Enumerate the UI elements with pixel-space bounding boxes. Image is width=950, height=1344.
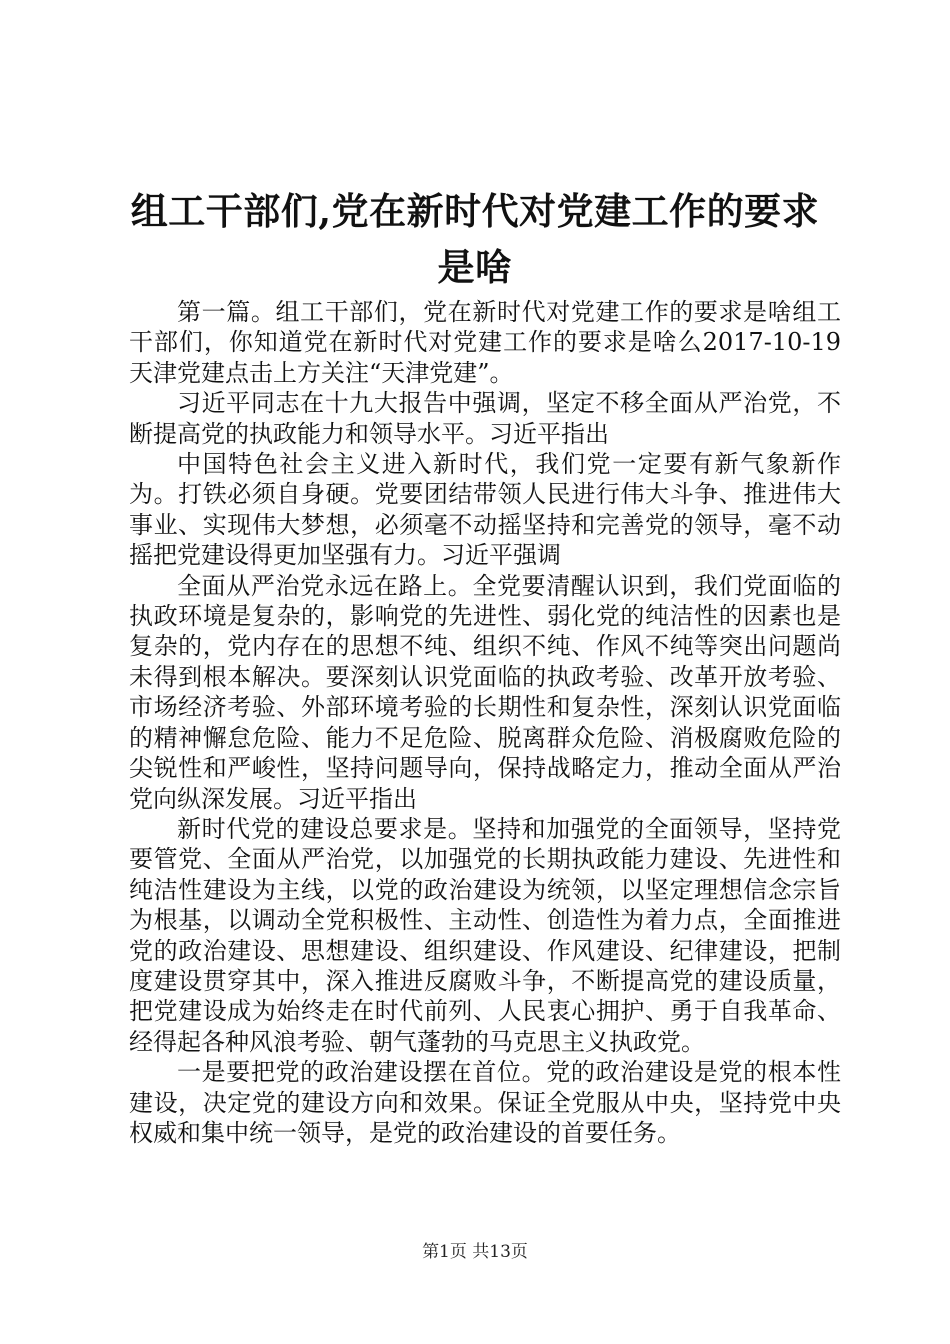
- paragraph-3: 中国特色社会主义进入新时代，我们党一定要有新气象新作为。打铁必须自身硬。党要团结带领人民进行伟大斗争、推进伟大事业、实现伟大梦想，必须毫不动摇坚持和完善党的领导，毫不动摇把党建设得更加坚强有力。习近平强调: [129, 450, 841, 570]
- paragraph-1: 第一篇。组工干部们，党在新时代对党建工作的要求是啥组工干部们，你知道党在新时代对党建工作的要求是啥么2017-10-19天津党建点击上方关注“天津党建”。: [129, 298, 841, 387]
- paragraph-2: 习近平同志在十九大报告中强调，坚定不移全面从严治党，不断提高党的执政能力和领导水平。习近平指出: [129, 389, 841, 448]
- page-number-footer: 第1页 共13页: [422, 1242, 528, 1262]
- paragraph-6: 一是要把党的政治建设摆在首位。党的政治建设是党的根本性建设，决定党的建设方向和效果。保证全党服从中央，坚持党中央权威和集中统一领导，是党的政治建设的首要任务。: [129, 1058, 841, 1147]
- document-title: 组工干部们,党在新时代对党建工作的要求是啥: [130, 189, 820, 289]
- paragraph-5: 新时代党的建设总要求是。坚持和加强党的全面领导，坚持党要管党、全面从严治党，以加强党的长期执政能力建设、先进性和纯洁性建设为主线，以党的政治建设为统领，以坚定理想信念宗旨为根基，以调动全党积极性、主动性、创造性为着力点，全面推进党的政治建设、思想建设、组织建设、作风建设、纪律建设，把制度建设贯穿其中，深入推进反腐败斗争，不断提高党的建设质量，把党建设成为始终走在时代前列、人民衷心拥护、勇于自我革命、经得起各种风浪考验、朝气蓬勃的马克思主义执政党。: [129, 814, 841, 1056]
- document-body: [129, 297, 841, 1148]
- paragraph-4: 全面从严治党永远在路上。全党要清醒认识到，我们党面临的执政环境是复杂的，影响党的先进性、弱化党的纯洁性的因素也是复杂的，党内存在的思想不纯、组织不纯、作风不纯等突出问题尚未得到根本解决。要深刻认识党面临的执政考验、改革开放考验、市场经济考验、外部环境考验的长期性和复杂性，深刻认识党面临的精神懈怠危险、能力不足危险、脱离群众危险、消极腐败危险的尖锐性和严峻性，坚持问题导向，保持战略定力，推动全面从严治党向纵深发展。习近平指出: [129, 571, 841, 813]
